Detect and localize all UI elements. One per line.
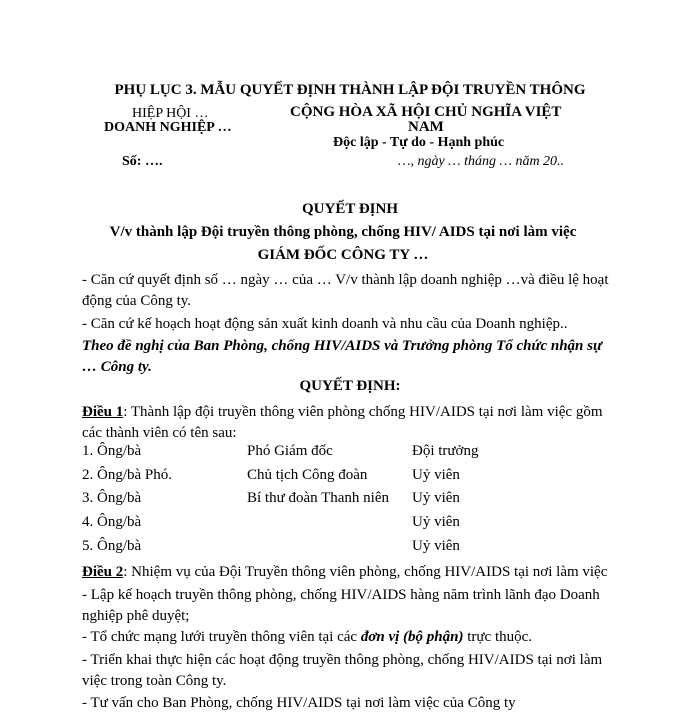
enterprise-name: DOANH NGHIỆP …	[104, 120, 232, 135]
member-name: 2. Ông/bà Phó.	[82, 467, 172, 483]
task-2-post: trực thuộc.	[463, 629, 533, 645]
decision-subject: V/v thành lập Đội truyền thông phòng, chống HIV/ AIDS tại nơi làm việc	[109, 224, 577, 240]
member-name: 5. Ông/bà	[82, 538, 142, 554]
article-2	[82, 562, 642, 583]
decision-number: Số: ….	[122, 154, 163, 169]
article-1	[82, 402, 612, 444]
member-row	[82, 467, 602, 487]
decision-issuer: GIÁM ĐỐC CÔNG TY …	[257, 247, 429, 263]
article-1-label: Điều 1	[82, 404, 124, 420]
member-role: Uỷ viên	[412, 467, 460, 483]
member-name: 1. Ông/bà	[82, 443, 142, 459]
task-2	[82, 627, 612, 648]
member-role: Đội trưởng	[412, 443, 479, 459]
task-2-em: đơn vị (bộ phận)	[360, 629, 464, 645]
member-role: Uỷ viên	[412, 514, 460, 530]
task-2-pre: - Tổ chức mạng lưới truyền thông viên tại các	[82, 629, 361, 645]
member-role: Uỷ viên	[412, 490, 460, 506]
association-name: HIỆP HỘI …	[132, 106, 209, 121]
article-2-label: Điều 2	[82, 564, 124, 580]
national-title: CỘNG HÒA XÃ HỘI CHỦ NGHĨA VIỆT	[290, 104, 562, 120]
legal-basis-2: - Căn cứ kế hoạch hoạt động sản xuất kinh doanh và nhu cầu của Doanh nghiệp..	[82, 316, 568, 332]
decision-date: …, ngày … tháng … năm 20..	[398, 154, 565, 169]
member-row	[82, 490, 602, 510]
national-title-cont: NAM	[408, 119, 444, 135]
proposal-text: Theo đề nghị của Ban Phòng, chống HIV/AIDS và Trưởng phòng Tổ chức nhận sự … Công ty.	[82, 338, 602, 375]
appendix-title: PHỤ LỤC 3. MẪU QUYẾT ĐỊNH THÀNH LẬP ĐỘI TRUYỀN THÔNG	[114, 82, 586, 98]
legal-basis-1: - Căn cứ quyết định số … ngày … của … V/v thành lập doanh nghiệp …và điều lệ hoạt động của Công ty.	[82, 272, 609, 309]
decision-heading: QUYẾT ĐỊNH	[302, 201, 398, 217]
member-position: Bí thư đoàn Thanh niên	[247, 490, 390, 506]
national-motto: Độc lập - Tự do - Hạnh phúc	[333, 135, 505, 150]
member-row	[82, 514, 602, 534]
member-position: Chủ tịch Công đoàn	[247, 467, 368, 483]
article-1-text: : Thành lập đội truyền thông viên phòng chống HIV/AIDS tại nơi làm việc gồm các thành viên có tên sau:	[82, 404, 603, 441]
task-3: - Triển khai thực hiện các hoạt động truyền thông phòng, chống HIV/AIDS tại nơi làm việc trong toàn Công ty.	[82, 652, 603, 689]
task-1: - Lập kế hoạch truyền thông phòng, chống HIV/AIDS hàng năm trình lãnh đạo Doanh nghiệp phê duyệt;	[82, 587, 600, 624]
task-4: - Tư vấn cho Ban Phòng, chống HIV/AIDS tại nơi làm việc của Công ty	[82, 695, 516, 711]
member-row	[82, 443, 602, 463]
article-2-text: : Nhiệm vụ của Đội Truyền thông viên phòng, chống HIV/AIDS tại nơi làm việc	[123, 564, 608, 580]
member-position: Phó Giám đốc	[247, 443, 333, 459]
member-role: Uỷ viên	[412, 538, 460, 554]
member-row	[82, 538, 602, 558]
member-name: 3. Ông/bà	[82, 490, 142, 506]
decides-heading: QUYẾT ĐỊNH:	[299, 378, 401, 394]
member-name: 4. Ông/bà	[82, 514, 142, 530]
